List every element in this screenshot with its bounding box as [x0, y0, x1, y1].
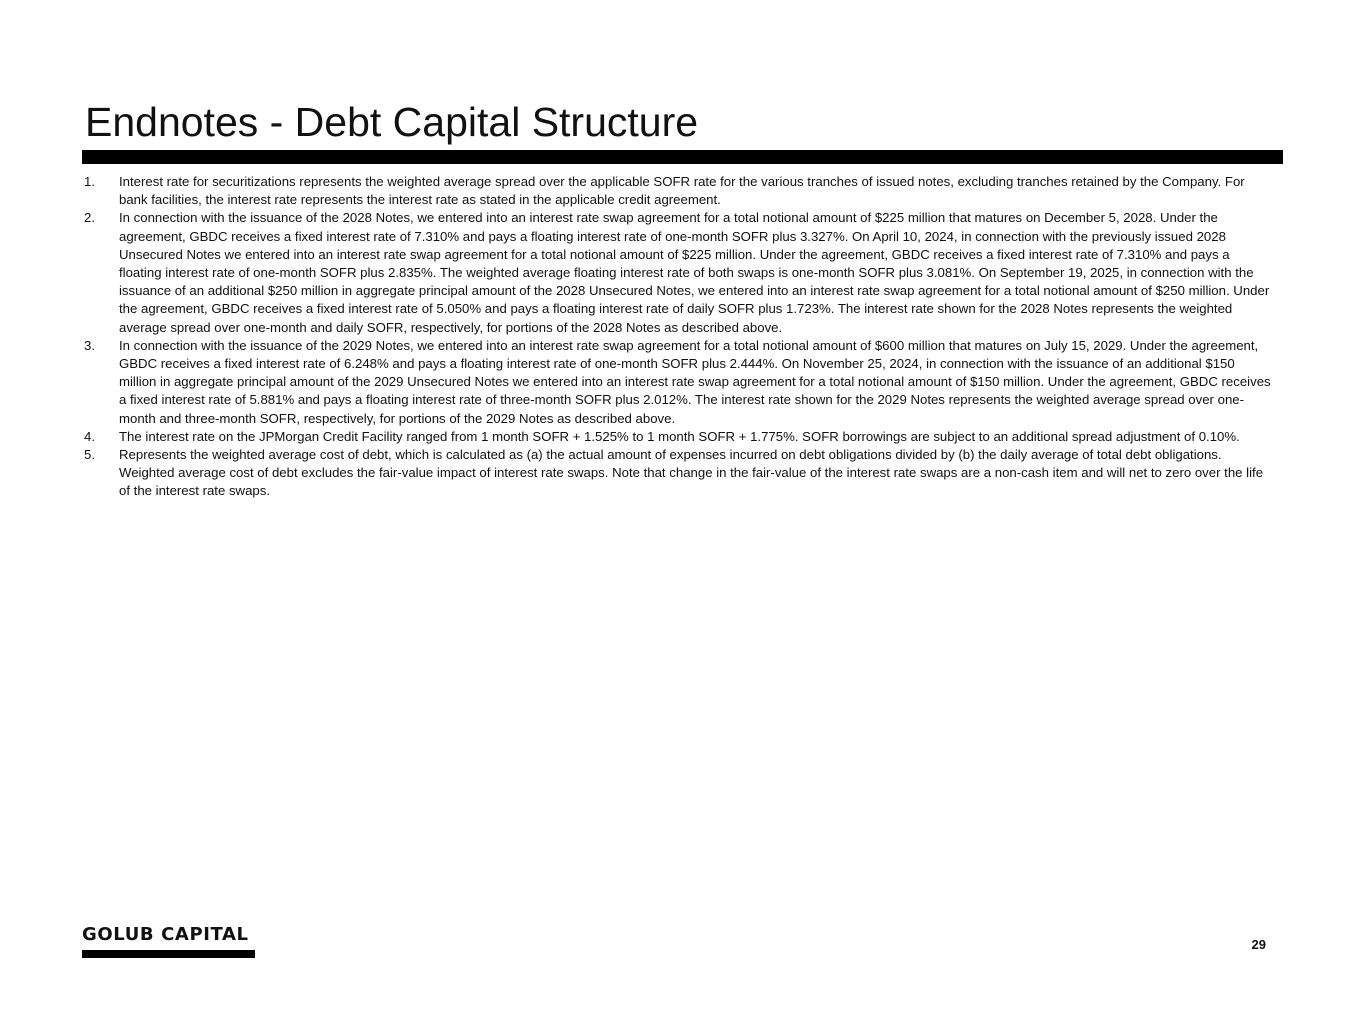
- endnote-text: In connection with the issuance of the 2028 Notes, we entered into an interest rate swap agreement for a total notional amount of $225 million that matures on December 5, 2028. Under the agreement, GBDC receives a fixed interest rate of 7.310% and pays a floating interest rate of one-month SOFR plus 3.327%. On April 10, 2024, in connection with the previously issued 2028 Unsecured Notes we entered into an interest rate swap agreement for a total notional amount of $225 million. Under the agreement, GBDC receives a fixed interest rate of 7.310% and pays a floating interest rate of one-month SOFR plus 2.835%. The weighted average floating interest rate of both swaps is one-month SOFR plus 3.081%. On September 19, 2025, in connection with the issuance of an additional $250 million in aggregate principal amount of the 2028 Unsecured Notes, we entered into an interest rate swap agreement for a total notional amount of $250 million. Under the agreement, GBDC receives a fixed interest rate of 5.050% and pays a floating interest rate of daily SOFR plus 1.723%. The interest rate shown for the 2028 Notes represents the weighted average spread over one-month and daily SOFR, respectively, for portions of the 2028 Notes as described above.: [119, 210, 1270, 335]
- endnote-5: [84, 446, 1274, 501]
- endnote-2: [84, 209, 1274, 336]
- logo-wordmark: GOLUB CAPITAL: [82, 924, 249, 945]
- title-divider: [82, 150, 1283, 164]
- endnote-number: 2.: [84, 210, 95, 226]
- endnote-number: 4.: [84, 428, 95, 444]
- endnote-text: Interest rate for securitizations represents the weighted average spread over the applicable SOFR rate for the various tranches of issued notes, excluding tranches retained by the Company. For bank facilities, the interest rate represents the interest rate as stated in the applicable credit agreement.: [119, 174, 1245, 208]
- endnote-number: 3.: [84, 337, 95, 353]
- golub-capital-logo: [82, 924, 255, 958]
- page-title: Endnotes - Debt Capital Structure: [85, 99, 699, 145]
- endnotes-list: [84, 173, 1274, 501]
- page-number: 29: [1251, 937, 1266, 952]
- endnote-number: 5.: [84, 447, 95, 463]
- logo-underline-bar: [82, 950, 255, 958]
- endnote-3: [84, 337, 1274, 428]
- endnote-text: Represents the weighted average cost of debt, which is calculated as (a) the actual amount of expenses incurred on debt obligations divided by (b) the daily average of total debt obligations. Weighted average cost of debt excludes the fair-value impact of interest rate swaps. Note that change in the fair-value of the interest rate swaps are a non-cash item and will net to zero over the life of the interest rate swaps.: [119, 447, 1264, 499]
- endnote-text: In connection with the issuance of the 2029 Notes, we entered into an interest rate swap agreement for a total notional amount of $600 million that matures on July 15, 2029. Under the agreement, GBDC receives a fixed interest rate of 6.248% and pays a floating interest rate of one-month SOFR plus 2.444%. On November 25, 2024, in connection with the issuance of an additional $150 million in aggregate principal amount of the 2029 Unsecured Notes we entered into an interest rate swap agreement for a total notional amount of $150 million. Under the agreement, GBDC receives a fixed interest rate of 5.881% and pays a floating interest rate of three-month SOFR plus 2.012%. The interest rate shown for the 2029 Notes represents the weighted average spread over one-month and three-month SOFR, respectively, for portions of the 2029 Notes as described above.: [119, 337, 1271, 426]
- endnote-text: The interest rate on the JPMorgan Credit Facility ranged from 1 month SOFR + 1.525% to 1 month SOFR + 1.775%. SOFR borrowings are subject to an additional spread adjustment of 0.10%.: [119, 428, 1240, 444]
- endnote-number: 1.: [84, 174, 95, 189]
- endnote-1: [84, 173, 1274, 209]
- endnote-4: [84, 428, 1274, 446]
